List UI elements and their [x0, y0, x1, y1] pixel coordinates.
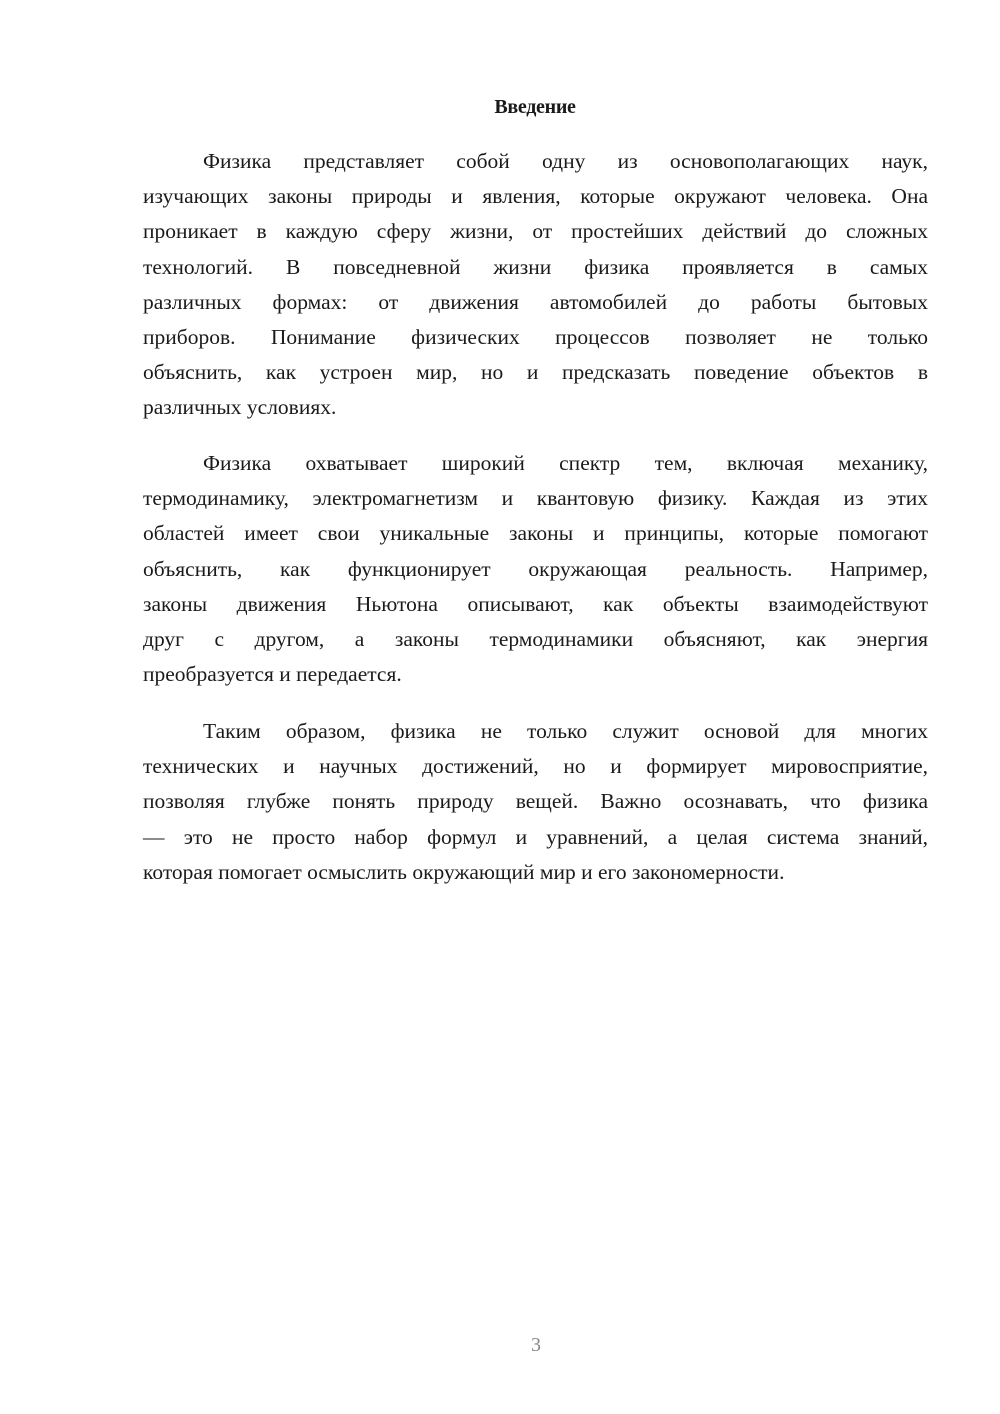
text-line: которая помогает осмыслить окружающий мир и его закономерности.: [143, 859, 785, 884]
text-line: друг с другом, а законы термодинамики объясняют, как энергия: [143, 626, 928, 651]
text-line: законы движения Ньютона описывают, как объекты взаимодействуют: [143, 591, 928, 616]
text-line: объяснить, как функционирует окружающая реальность. Например,: [143, 556, 928, 581]
text-line: термодинамику, электромагнетизм и квантовую физику. Каждая из этих: [143, 486, 928, 511]
text-line: изучающих законы природы и явления, которые окружают человека. Она: [143, 184, 928, 209]
paragraph-2: [143, 446, 928, 692]
text-line: проникает в каждую сферу жизни, от простейших действий до сложных: [143, 219, 928, 244]
text-line: Физика охватывает широкий спектр тем, включая механику,: [203, 451, 928, 475]
text-line: Таким образом, физика не только служит основой для многих: [203, 719, 928, 743]
text-line: позволяя глубже понять природу вещей. Важно осознавать, что физика: [143, 789, 928, 814]
paragraph-1: [143, 144, 928, 426]
section-title: Введение: [494, 96, 576, 118]
text-line: областей имеет свои уникальные законы и принципы, которые помогают: [143, 521, 928, 546]
text-line: — это не просто набор формул и уравнений, а целая система знаний,: [143, 824, 928, 849]
text-line: различных условиях.: [143, 395, 337, 420]
text-line: Физика представляет собой одну из основополагающих наук,: [203, 149, 928, 173]
text-line: технических и научных достижений, но и формирует мировосприятие,: [143, 754, 928, 779]
text-line: объяснить, как устроен мир, но и предсказать поведение объектов в: [143, 360, 928, 385]
text-line: технологий. В повседневной жизни физика проявляется в самых: [143, 254, 928, 279]
text-line: различных формах: от движения автомобилей до работы бытовых: [143, 289, 928, 314]
page-number: 3: [531, 1334, 541, 1356]
text-line: приборов. Понимание физических процессов позволяет не только: [143, 324, 928, 349]
paragraph-3: [143, 714, 928, 890]
text-line: преобразуется и передается.: [143, 662, 402, 687]
